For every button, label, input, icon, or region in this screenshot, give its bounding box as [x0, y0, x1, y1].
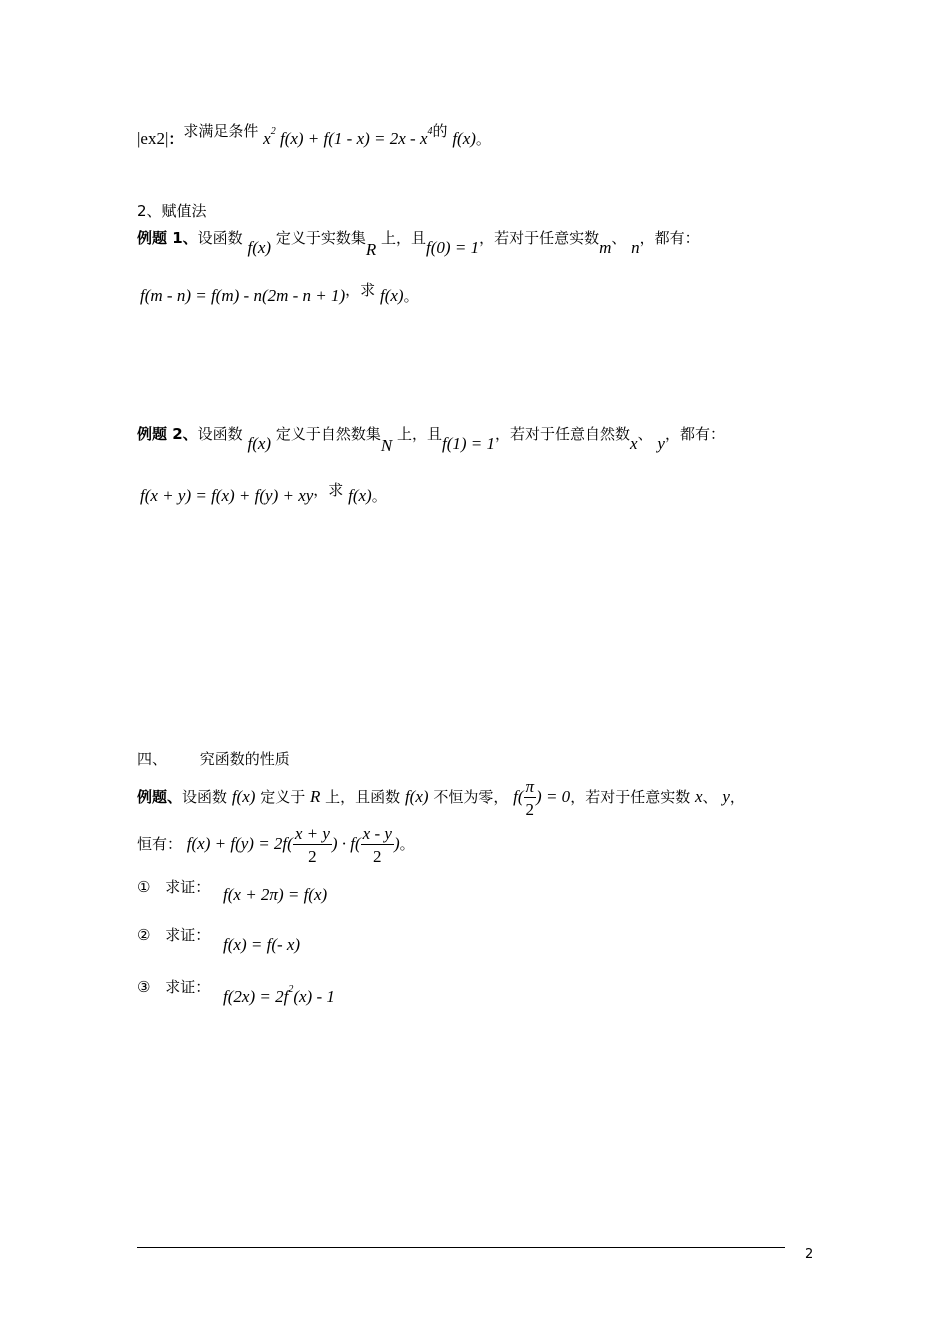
example-2-set-N: N: [380, 436, 393, 455]
proof-3-mark: ③: [137, 978, 151, 996]
example-2-label: 例题 2、: [137, 425, 198, 443]
example-2-line-2: f(x + y) = f(x) + f(y) + xy，求 f(x)。: [140, 481, 387, 505]
example-2-equation: f(x + y) = f(x) + f(y) + xy: [140, 486, 314, 505]
proof-1-equation: f(x + 2π) = f(x): [223, 885, 328, 904]
example-3-set-R: R: [309, 786, 321, 806]
example-2-line-1: 例题 2、设函数 f(x) 定义于自然数集N 上，且f(1) = 1，若对于任意自然数x、 y，都有：: [137, 425, 725, 455]
example-1-var-n: n: [631, 238, 640, 257]
example-3-var-y: y: [722, 786, 730, 806]
proof-1-mark: ①: [137, 878, 151, 896]
example-2-var-y: y: [657, 434, 665, 453]
section-4-number: 四、: [137, 750, 168, 768]
proof-3-equation: $f(2x) = 2f^2(x) - 1$: [223, 984, 335, 1006]
example-1-target: f(x): [379, 286, 404, 305]
example-1-fx: f(x): [247, 238, 272, 257]
ex2-line: [137, 122, 491, 149]
example-2-condition: f(1) = 1: [442, 434, 496, 453]
example-1-var-m: m: [599, 238, 612, 257]
proof-item-1: ① 求证： f(x + 2π) = f(x): [137, 878, 328, 904]
ex2-tag: |ex2|: [137, 129, 169, 148]
proof-item-2: ② 求证： f(x) = f(- x): [137, 926, 301, 954]
page-number: 2: [805, 1247, 814, 1262]
example-2-var-x: x: [630, 434, 638, 453]
proof-2-mark: ②: [137, 926, 151, 944]
section-heading-properties: [137, 748, 290, 769]
example-2-target: f(x): [348, 486, 372, 505]
footer-rule: [137, 1247, 785, 1248]
example-1-set-R: R: [365, 240, 377, 259]
example-1-line-1: 例题 1、设函数 f(x) 定义于实数集R 上，且f(0) = 1，若对于任意实数m、 n，都有：: [137, 229, 700, 259]
ex2-end: 。: [475, 130, 491, 148]
example-3-fx-2: f(x): [404, 786, 429, 806]
example-3-functional-equation: f(x) + f(y) = 2f( $\frac{x + y}{2}$ ) · f( $\frac{x - y}{2}$ ): [186, 824, 400, 866]
section-4-title: 究函数的性质: [199, 750, 290, 768]
example-1-equation: f(m - n) = f(m) - n(2m - n + 1): [140, 286, 346, 305]
ex2-target: f(x): [452, 129, 476, 148]
ex2-equation: $x^2$ $f(x) + f(1 - x) = 2x - x^4$: [263, 126, 433, 148]
example-3-condition: f( $\frac{\pi}{2}$ ) = 0: [513, 777, 571, 819]
ex2-tag-colon: ：: [168, 130, 184, 148]
example-3-var-x: x: [694, 786, 703, 806]
example-1-label: 例题 1、: [137, 229, 198, 247]
proof-item-3: ③ 求证： $f(2x) = 2f^2(x) - 1$: [137, 978, 335, 1006]
section-heading-assignment: 2、赋值法: [137, 202, 207, 220]
example-1-line-2: f(m - n) = f(m) - n(2m - n + 1)，求 f(x)。: [140, 281, 419, 305]
example-3-line-2: 恒有： f(x) + f(y) = 2f( $\frac{x + y}{2}$ ) · f( $\frac{x - y}{2}$ )。: [137, 824, 415, 866]
ex2-text: 求满足条件: [183, 122, 259, 140]
example-1-condition: f(0) = 1: [426, 238, 480, 257]
ex2-text2: 的: [432, 122, 448, 140]
example-3-label: 例题、: [137, 787, 183, 806]
proof-2-equation: f(x) = f(- x): [223, 935, 301, 954]
example-2-fx: f(x): [247, 434, 272, 453]
example-3-fx: f(x): [231, 786, 256, 806]
example-3-line-1: 例题、设函数 f(x) 定义于 R 上，且函数 f(x) 不恒为零， f( $\frac{\pi}{2}$ ) = 0，若对于任意实数 x、 y，: [137, 777, 745, 819]
